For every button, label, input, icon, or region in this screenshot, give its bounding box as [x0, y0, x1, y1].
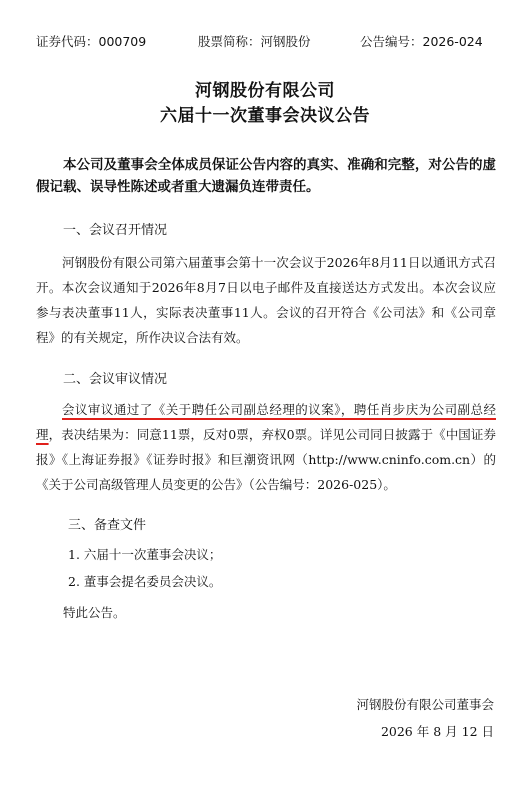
- section-3-heading: 三、备查文件: [68, 518, 147, 533]
- notice-number: 公告编号：2026-024: [360, 34, 483, 49]
- section-2-heading: 二、会议审议情况: [63, 372, 168, 387]
- signature-date: 2026 年 8 月 12 日: [380, 724, 494, 739]
- closing-remark: 特此公告。: [63, 605, 126, 620]
- stock-code: 证券代码：000709: [36, 34, 147, 49]
- company-title: 河钢股份有限公司: [195, 81, 335, 101]
- reference-document-item: 1. 六届十一次董事会决议；: [68, 547, 222, 562]
- stock-name: 股票简称：河钢股份: [198, 34, 311, 49]
- responsibility-statement: 本公司及董事会全体成员保证公告内容的真实、准确和完整，对公告的虚假记载、误导性陈述或者重大遗漏负连带责任。: [36, 157, 496, 195]
- section-2-body-rest: ，表决结果为：同意11票，反对0票，弃权0票。详见公司同日披露于《中国证券报》《上海证券报》《证券时报》和巨潮资讯网（http://www.cninfo.com.cn）的《关于公司高级管理人员变更的公告》（公告编号：2026-025）。: [36, 427, 496, 492]
- section-1-body: 河钢股份有限公司第六届董事会第十一次会议于2026年8月11日以通讯方式召开。本次会议通知于2026年8月7日以电子邮件及直接送达方式发出。本次会议应参与表决董事11人，实际表决董事11人。会议的召开符合《公司法》和《公司章程》的有关规定，所作决议合法有效。: [36, 255, 496, 345]
- notice-title: 六届十一次董事会决议公告: [160, 106, 370, 126]
- highlighted-resolution: 会议审议通过了《关于聘任公司副总经理的议案》，聘任肖步庆为公司副总经理: [36, 402, 496, 442]
- document-header: [0, 32, 530, 52]
- signature-organization: 河钢股份有限公司董事会: [356, 697, 494, 712]
- reference-document-item: 2. 董事会提名委员会决议。: [68, 574, 222, 589]
- section-1-heading: 一、会议召开情况: [63, 223, 168, 238]
- section-2-body: [36, 397, 496, 497]
